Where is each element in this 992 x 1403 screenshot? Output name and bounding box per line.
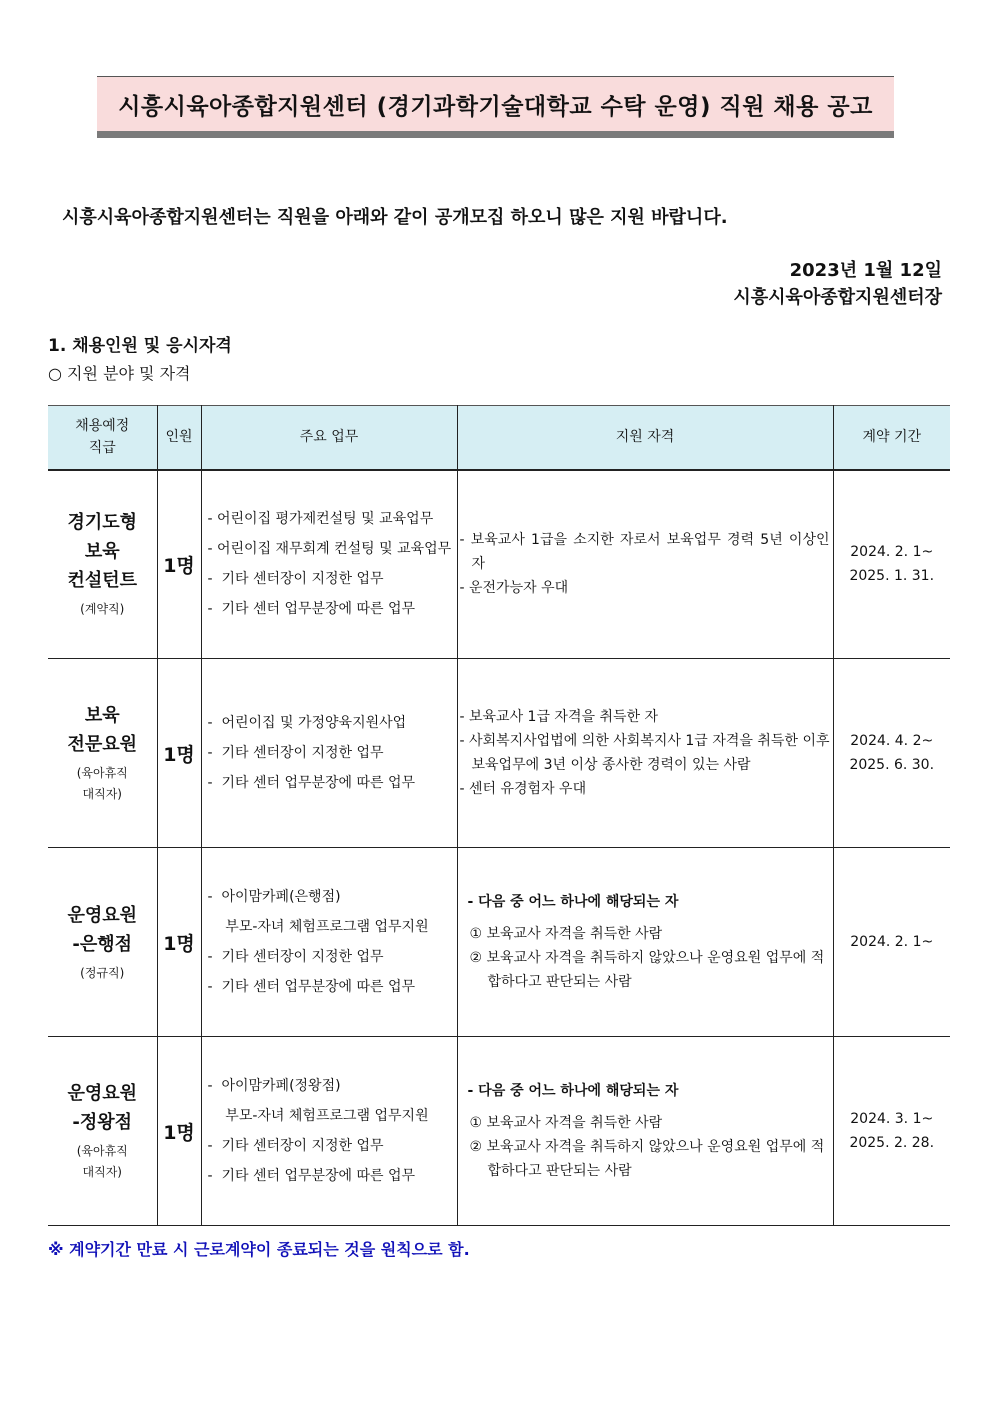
position-type-line: (계약직) — [80, 602, 125, 617]
qualification-item: ② 보육교사 자격을 취득하지 않았으나 운영요원 업무에 적합하다고 판단되는 사람 — [469, 1139, 825, 1179]
duty-item: - 기타 센터장이 지정한 업무 — [207, 949, 384, 965]
duty-item: - 기타 센터장이 지정한 업무 — [207, 1138, 384, 1154]
duty-item: - 기타 센터 업무분장에 따른 업무 — [207, 1168, 416, 1184]
period-cell — [833, 470, 950, 659]
position-type-line: (육아휴직 — [76, 1144, 128, 1158]
recruitment-table — [48, 405, 950, 1226]
period-line: 2024. 2. 1~ — [850, 934, 934, 950]
table-row — [48, 659, 950, 848]
period-cell — [833, 848, 950, 1037]
duty-item: - 아이맘카페(정왕점) — [207, 1078, 341, 1094]
position-type — [48, 1141, 157, 1183]
duty-item: - 기타 센터 업무분장에 따른 업무 — [207, 601, 416, 618]
qualification-lead: - 다음 중 어느 하나에 해당되는 자 — [467, 1083, 679, 1099]
table-row — [48, 470, 950, 659]
position-type-line: 대직자) — [82, 787, 122, 801]
duties-cell — [201, 659, 457, 848]
position-cell — [48, 470, 157, 659]
position-name: 경기도형 — [67, 512, 138, 534]
position-type — [48, 763, 157, 805]
issue-block — [733, 257, 942, 311]
position-name: 컨설턴트 — [67, 570, 138, 592]
header-period: 계약 기간 — [833, 406, 950, 470]
announcement-title-box — [97, 76, 894, 138]
qualification-lead: - 다음 중 어느 하나에 해당되는 자 — [467, 894, 679, 910]
position-cell — [48, 659, 157, 848]
headcount-cell: 1명 — [157, 659, 201, 848]
position-name: 보육 — [84, 705, 120, 726]
qualification-cell — [457, 659, 833, 848]
duty-item: 부모-자녀 체험프로그램 업무지원 — [207, 919, 429, 935]
qualification-item: - 센터 유경험자 우대 — [459, 781, 587, 797]
duty-item: 부모-자녀 체험프로그램 업무지원 — [207, 1108, 429, 1124]
duty-item: - 기타 센터장이 지정한 업무 — [207, 571, 384, 588]
table-row — [48, 848, 950, 1037]
duty-item: - 아이맘카페(은행점) — [207, 889, 341, 905]
duty-item: - 어린이집 평가제컨설팅 및 교육업무 — [207, 511, 434, 528]
period-line: 2025. 6. 30. — [849, 757, 935, 773]
qualification-item: - 운전가능자 우대 — [459, 580, 569, 597]
qualification-item: - 보육교사 1급 자격을 취득한 자 — [459, 709, 658, 725]
issuer-name: 시흥시육아종합지원센터장 — [733, 287, 942, 308]
position-cell — [48, 848, 157, 1037]
duty-item: - 기타 센터 업무분장에 따른 업무 — [207, 775, 416, 791]
period-line: 2024. 4. 2~ — [850, 733, 934, 749]
position-name: 운영요원 — [67, 1083, 138, 1104]
table-row — [48, 1037, 950, 1226]
headcount-cell: 1명 — [157, 848, 201, 1037]
qualification-item: ② 보육교사 자격을 취득하지 않았으나 운영요원 업무에 적합하다고 판단되는 사람 — [469, 950, 825, 990]
duties-cell — [201, 1037, 457, 1226]
qualification-cell — [457, 470, 833, 659]
position-cell — [48, 1037, 157, 1226]
duty-item: - 어린이집 재무회계 컨설팅 및 교육업무 — [207, 541, 452, 558]
position-type-line: 대직자) — [82, 1165, 122, 1179]
position-name: 보육 — [84, 541, 120, 563]
duty-item: - 어린이집 및 가정양육지원사업 — [207, 715, 407, 731]
position-name: -은행점 — [72, 933, 133, 955]
header-duties: 주요 업무 — [201, 406, 457, 470]
section-title: 1. 채용인원 및 응시자격 — [48, 336, 232, 356]
announcement-title: 시흥시육아종합지원센터 (경기과학기술대학교 수탁 운영) 직원 채용 공고 — [118, 93, 873, 120]
qualification-item: ① 보육교사 자격을 취득한 사람 — [469, 1115, 663, 1131]
qualification-item: - 사회복지사업법에 의한 사회복지사 1급 자격을 취득한 이후 보육업무에 3년 이상 종사한 경력이 있는 사람 — [459, 733, 830, 773]
period-line: 2025. 2. 28. — [849, 1135, 935, 1151]
headcount-cell: 1명 — [157, 1037, 201, 1226]
headcount-cell: 1명 — [157, 470, 201, 659]
qualification-cell — [457, 848, 833, 1037]
contract-note: ※ 계약기간 만료 시 근로계약이 종료되는 것을 원칙으로 함. — [48, 1240, 470, 1259]
duty-item: - 기타 센터 업무분장에 따른 업무 — [207, 979, 416, 995]
issue-date: 2023년 1월 12일 — [789, 260, 942, 281]
position-type-line: (육아휴직 — [76, 766, 128, 780]
period-cell — [833, 659, 950, 848]
position-name: 운영요원 — [67, 904, 138, 926]
period-line: 2025. 1. 31. — [849, 568, 935, 585]
duties-cell — [201, 470, 457, 659]
qualification-item: ① 보육교사 자격을 취득한 사람 — [469, 926, 663, 942]
subsection-title: ○ 지원 분야 및 자격 — [48, 364, 191, 383]
period-cell — [833, 1037, 950, 1226]
intro-text: 시흥시육아종합지원센터는 직원을 아래와 같이 공개모집 하오니 많은 지원 바랍니다. — [62, 207, 728, 228]
header-position: 채용예정 직급 — [48, 406, 157, 470]
header-count: 인원 — [157, 406, 201, 470]
duties-cell — [201, 848, 457, 1037]
table-header-row — [48, 406, 950, 470]
qualification-item: - 보육교사 1급을 소지한 자로서 보육업무 경력 5년 이상인 자 — [459, 532, 830, 573]
position-name: -정왕점 — [72, 1112, 133, 1133]
position-type — [48, 963, 157, 984]
position-type — [48, 599, 157, 620]
period-line: 2024. 2. 1~ — [850, 544, 934, 561]
position-name: 전문요원 — [67, 734, 138, 755]
qualification-cell — [457, 1037, 833, 1226]
header-qualification: 지원 자격 — [457, 406, 833, 470]
duty-item: - 기타 센터장이 지정한 업무 — [207, 745, 384, 761]
position-type-line: (정규직) — [80, 965, 125, 980]
period-line: 2024. 3. 1~ — [850, 1111, 934, 1127]
